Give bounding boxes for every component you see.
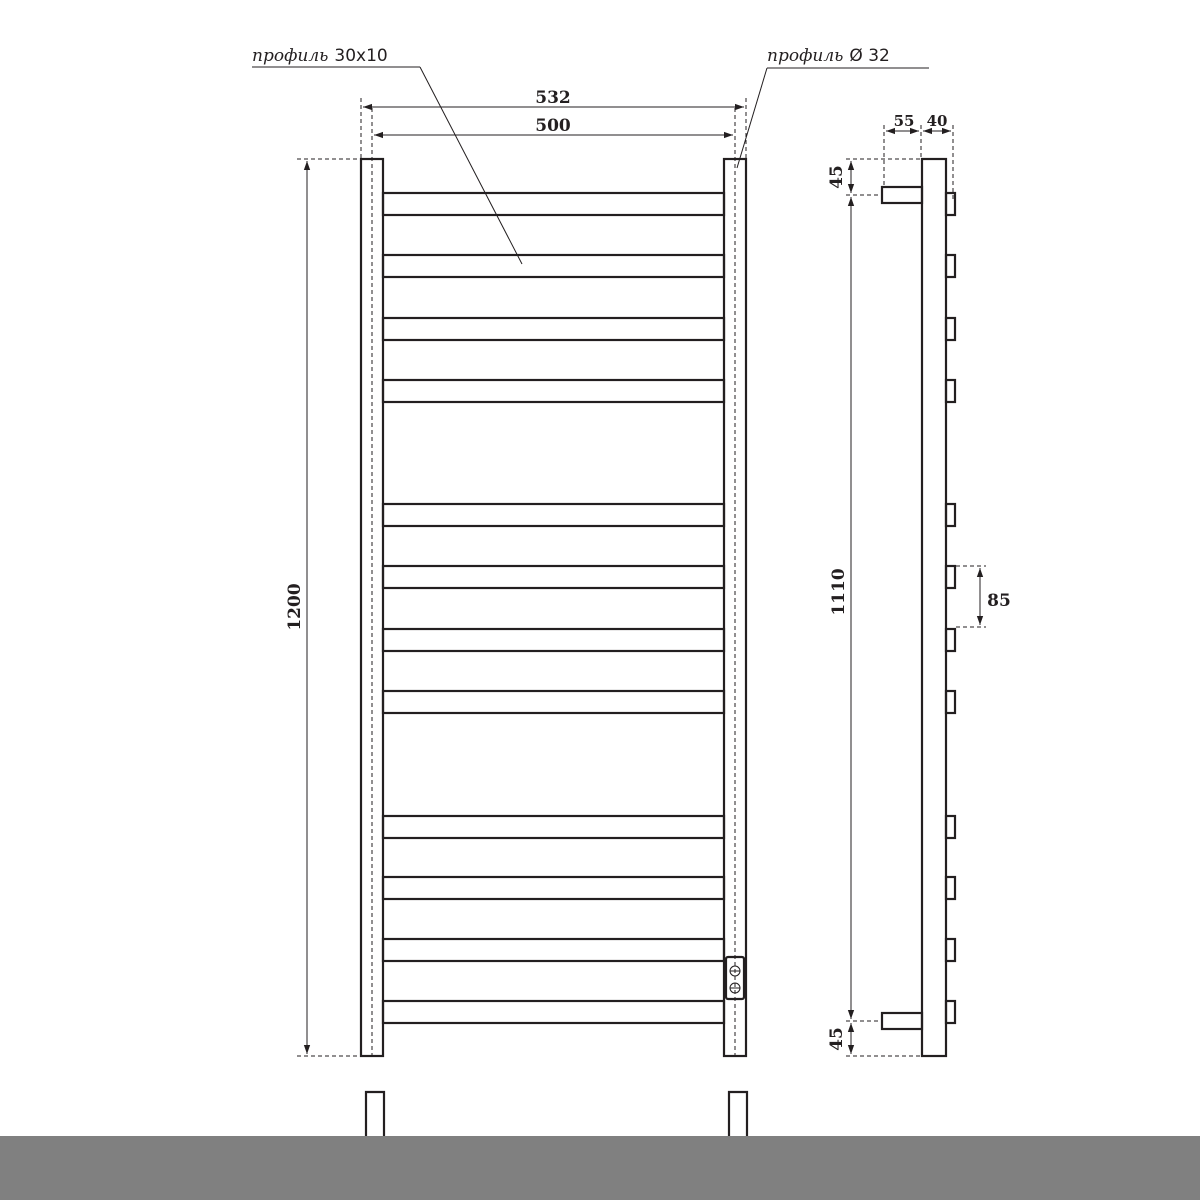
crossbar-1 <box>383 193 724 215</box>
side-crossbar-stub-9 <box>946 816 955 838</box>
crossbar-3 <box>383 318 724 340</box>
dim-532-label: 532 <box>535 88 571 108</box>
dim-55-label: 55 <box>893 112 915 130</box>
crossbar-5 <box>383 504 724 526</box>
side-crossbar-stub-12 <box>946 1001 955 1023</box>
wall-bracket-top <box>882 187 922 203</box>
crossbar-11 <box>383 939 724 961</box>
crossbar-8 <box>383 691 724 713</box>
side-view <box>827 112 1011 1056</box>
crossbars <box>383 193 724 1023</box>
dim-45-top-label: 45 <box>827 165 847 189</box>
bottom-pipe-left <box>366 1092 384 1136</box>
crossbar-6 <box>383 566 724 588</box>
side-crossbar-stub-7 <box>946 629 955 651</box>
crossbar-10 <box>383 877 724 899</box>
side-crossbar-stub-3 <box>946 318 955 340</box>
dim-500-label: 500 <box>535 116 571 136</box>
side-crossbar-stub-10 <box>946 877 955 899</box>
dim-85-label: 85 <box>987 591 1011 611</box>
wall-bracket-bottom <box>882 1013 922 1029</box>
bottom-gray-band <box>0 1136 1200 1200</box>
side-crossbar-stub-2 <box>946 255 955 277</box>
front-view <box>252 46 929 1136</box>
crossbar-12 <box>383 1001 724 1023</box>
side-crossbar-stub-4 <box>946 380 955 402</box>
side-crossbar-stub-1 <box>946 193 955 215</box>
dim-45-bottom-label: 45 <box>827 1027 847 1051</box>
dim-40-label: 40 <box>926 112 948 130</box>
crossbar-2 <box>383 255 724 277</box>
side-crossbar-stubs <box>946 193 955 1023</box>
side-upright <box>922 159 946 1056</box>
side-crossbar-stub-8 <box>946 691 955 713</box>
crossbar-9 <box>383 816 724 838</box>
dim-1200-label: 1200 <box>285 583 305 631</box>
profile-flat-note: профиль 30x10 <box>252 46 388 66</box>
crossbar-7 <box>383 629 724 651</box>
side-crossbar-stub-5 <box>946 504 955 526</box>
dim-1110-label: 1110 <box>829 568 849 616</box>
side-crossbar-stub-6 <box>946 566 955 588</box>
side-crossbar-stub-11 <box>946 939 955 961</box>
profile-round-note: профиль Ø 32 <box>767 46 890 66</box>
crossbar-4 <box>383 380 724 402</box>
bottom-pipe-right <box>729 1092 747 1136</box>
